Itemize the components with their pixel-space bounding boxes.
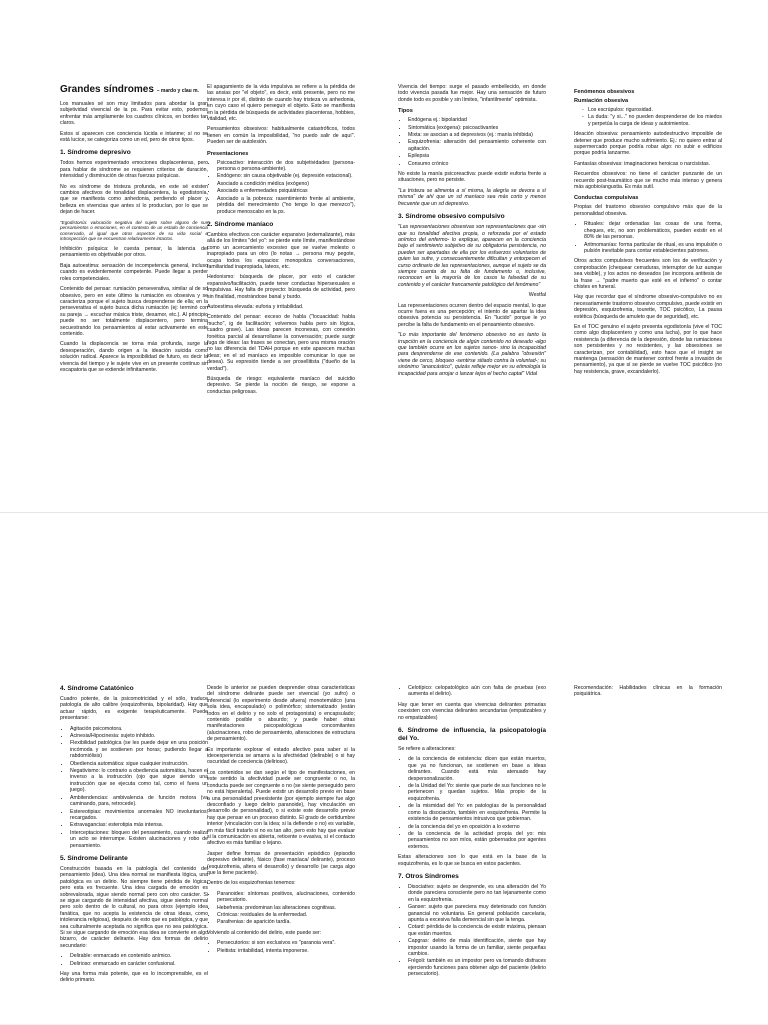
list-item: • Hebefrenia: predominan las alteraciones cognitivas. [217, 905, 355, 911]
list-item: • Persecutorios: si son exclusivos es "paranoia vera". [217, 940, 355, 946]
list-item: • Endógeno: sin causa objetivable (ej. depresión estacional). [217, 173, 355, 179]
list-item: • Ambitendencias: ambivalencia de función motora (va caminando, para, retrocede). [70, 795, 208, 808]
list-item: • Crónicas: residuales de la enfermedad. [217, 912, 355, 918]
paragraph: Ideación obsesiva: pensamiento autodestructivo imposible de detener que produce mucho sufrimiento. Ej.: no quiero entrar al supermercado porque podría robar algo: no subir e edificios porque podría lanzarme. [574, 131, 722, 157]
paragraph: Contenido del pensar: exceso de habla ("locuacidad: habla mucho", ig de facilitación; volvemos habla pero sin lógica, cuadro grave). Las ideas parecen inconexas, con conexión fonética parcial al desarrollarse la conversación; puede surgir fuga de ideas: las frases se conectan, pero una misma oración no las diferencia del TDAH porque en este aparecen muchas ideas; en el sd maníaco es imposible comunicar lo que se desea). Su expresión tiende a ser prosellitista ("dueño de la verdad"). [207, 314, 355, 372]
list-item: • Disociativo: sujeto se desprende, es una alteración del Yo donde pareciera consciente pero no tan lejanamente como en la esquizofrenia. [408, 884, 546, 903]
list-item: • Ganser: sujeto que pareciera muy deteriorado con función ganancial no voluntaria. En general población carcelaria, apunta a excesiva falla demencial sin que la tenga. [408, 904, 546, 923]
column-2 [207, 84, 355, 399]
paragraph: Dentro de los esquizofrenias tenemos: [207, 880, 296, 887]
paragraph: Hay que tener en cuenta que vivencias delirantes primarias coexisten con vivencias delirantes secundarias (empatizables y no empatizables) [398, 701, 546, 721]
list-item: • Frégoli: también es un impostor pero va tomando disfraces ejerciendo funciones para obtener algo del paciente (delirio persecutorio). [408, 958, 546, 977]
paragraph: Las representaciones ocurren dentro del espacio mental, lo que ocurre fuera es una percepción; el intento de apartar la idea obsesiva potencia su persistencia. En "lucido" porque le yo percibe la falta de fundamento en el pensamiento obsesivo. [398, 302, 546, 328]
list-item: • de la conciencia de la actividad propia del yo: mis pensamientos no son míos, están gobernados por agentes externos. [408, 831, 546, 850]
dash-list [574, 107, 722, 127]
bullet-list [207, 160, 355, 215]
paragraph: Cambios efectivos con carácter expansivo (extemalizante), más allá de los límites "del yo": se pierde este límite, manifestándose como un acercamiento excesivo que se vuelve molesto o inapropiado para un otro (lo notas → persona muy pegote, ocupa todos los espacios: monopoliza conversaciones, familiaridad inapropiada, lateos, etc. [207, 231, 355, 270]
paragraph: Todos hemos experimentado emociones displacenteras, pero para hablar de síndrome se requieren criterios de duración, intensidad y disminución de otras fuerzas psíquicas. [60, 160, 208, 180]
bullet-list [60, 953, 208, 967]
list-item: • Obediencia automática: sigue cualquier instrucción. [70, 761, 208, 767]
list-item: • Asociado a condición médica (exógeno) [217, 181, 355, 187]
list-item: • Esquizofrenia: alteración del pensamiento coherente con agitación. [408, 139, 546, 152]
list-item: • Flexibilidad patológica (se les puede dejar en una posición incómoda y se sostienen por horas; pudiendo llegar a rabdomiólisis) [70, 740, 208, 759]
subsection-heading: Presentaciones [207, 150, 249, 157]
paragraph: Jasper define formas de presentación episódico (episodio depresivo delirante), fásico (fase maníaca/ delirante), proceso (esquizofrenia, altera el desarrollo) y desarrollo (se carga algo que la tiene paciente). [207, 850, 355, 876]
list-item: • Acinesia/Hipocinesia: sujeto inhibido. [70, 733, 208, 739]
list-item: • Asociado a enfermedades psiquiátricas [217, 188, 355, 194]
list-item: • Mixta: se asocian a sd depresivos (ej.: manía inhibida) [408, 132, 546, 138]
list-item: • Delirable: enmarcado en contenido anímico. [70, 953, 208, 959]
list-item: • Delirioso: enmarcado en carácter confusional. [70, 961, 208, 967]
bullet-list [60, 726, 208, 849]
list-item: • Pleitista: irritabilidad, intenta imponerse. [217, 948, 355, 954]
list-item: • Capgras: delirio de mala identificación, siente que hay impostor usando la forma de un familiar, siente pequeñas cambios. [408, 938, 546, 957]
list-item: • Parafrenias: de aparición tardía. [217, 919, 355, 925]
quote: "Las representaciones obsesivas son representaciones que -sin que su tonalidad afectiva propia, o reforzada por el estado anímico del enfermo- lo explique, aparecen en la conciencia bajo el sentimiento subjetivo de su obligatoria persistencia, no pueden ser apartadas de ella por los esfuerzos voluntarios de quien las sufre, y consecuentemente dificultan y entorpecen el curso ordinario de las representaciones, aunque el sujeto se da siempre cuenta de su falta de fundamento o, inclusive, reconocen en la mayoría de los casos la falsedad de su contenido y el carácter francamente patológico del fenómeno" [398, 224, 546, 288]
paragraph: Autoestima elevada: euforia y irritabilidad. [207, 303, 304, 310]
column-3 [398, 84, 546, 381]
paragraph: Construcción basada en la patología del contenido del pensamiento (idea). Una idea normal se manifiesta lógica, una patológica es un delirio. No siempre tiene pérdida de lógica, pero esta es frecuente. Una idea cargada de emoción es sobrevalorada, sigue siendo normal pero con otro carácter. Si se sigue cargando de intensidad afectiva, sigue siendo normal pero solo dentro de lo cultural, no para otros (ejemplo idea fanática, que no acepta la existencia de otras ideas, como intolerancia religiosa), después de esto que es patológica, y que sea culturalmente aceptada no significa que no sea patológica. Si se sigue cargando de emoción esa idea se convierte en algo bizarro, de carácter delirante. Hay dos formas de delirio secundario: [60, 865, 208, 949]
quote: "Lo más importante del fenómeno obsesivo no es tanto la irrupción en la conciencia de algún contenido no deseado -algo que también ocurre en los sujetos sanos- sino la incapacidad para desprenderse de ese contenido. (La palabra "obsesión" viene de cerco, bloqueo -sentirse sitiado contra la voluntad-; su sinónimo "anancástico", quizás refleje mejor en su etimología la incapacidad para arrojar o lanzar lejos el hecho captal" Vidal [398, 332, 546, 377]
section-heading: 4. Síndrome Catatónico [60, 685, 134, 692]
section-heading: 2. Síndrome maníaco [207, 220, 274, 228]
paragraph: Fantasías obsesivas: imaginaciones heroicas o narcisistas. [574, 160, 711, 167]
column-4 [574, 84, 722, 379]
paragraph: Los contenidos se dan según el tipo de manifestaciones, en este sentido la afectividad puede ser congruente o no, la conducta puede ser congruente o no (se siente perseguido pero no está hiperalerta). Puede existir un desarrollo previo en base a una personalidad preexistente (por ejemplo siempre fue algo desconfiado y luego delirio paranoide), hay vinculación en desarrollo de personalidad), o si existe este desarrollo previo hay que pensar en un proceso distinto. El grado de certidumbre interior (vinculación con la idea; si la defiende o no) es variable, en más fácil tratarlo si no es tan alto, pero esto hay que evaluar si la comunicación es abierta, reticente o evasiva, sí el contacto afectivo es más familiar o lejano. [207, 769, 355, 847]
list-item: • Agitación psicomotora. [70, 726, 208, 732]
bullet-list [398, 756, 546, 850]
list-item: • Asociado a la pobreza: rasentimiento frente al ambiente, pérdida del merecimiento ("no tengo lo que merezco"), produce menoscabo en la ps. [217, 196, 355, 215]
column-1 [60, 685, 208, 988]
paragraph: Desde lo anterior se pueden desprender otras características del síndrome delirante puede ser vivencial (yo sufro) o inferencial (lo experimento desde afuera) monotemático (una sola idea, encapsulado) o polimórfico; sistematizado (están todos en el delirio y no solo el protagonista) o encapsulado; contenido posible o absurdo; y puede haber otras manifestaciones psicopatológicas concomitantes (alucinaciones, robo de pensamiento, alteraciones de estructura de pensamiento). [207, 685, 355, 743]
column-3 [398, 685, 546, 982]
paragraph: Hay que recordar que el síndrome obsesivo-compulsivo no es necesariamente trastorno obsesivo compulsivo, puede existir en depresión, esquizofrenia, tourette, TOC psicótico, La pausa estética (búsqueda de amuleto que de seguridad), etc. [574, 294, 722, 320]
list-item: • Sintomática (exógena): psicoactivantes [408, 125, 546, 131]
paragraph: Estos sí aparecen con conciencia lúcida e intanme; sí no se está lucice, se categoriza como un ed, pero de otros tipos. [60, 130, 208, 144]
paragraph: Inhibición psíquica: le cuesta pensar, la latencia del pensamiento es objetivable por otros. [60, 246, 208, 259]
subsection-heading: Tipos [398, 108, 413, 115]
paragraph: No existe la manía psicoreactiva: puede existir euforia frente a situaciones, pero no persiste. [398, 171, 546, 184]
paragraph: Contenido del pensar: rumiación perseverativa, similar al de sd obsesivo, pero en este último la rumiación es obsesiva y se caracteriza porque el sujeto busca desprenderse de ella; en la perseverativa el sujeto busca dicha rumiación (ej: terminó con su pareja → escuchar música triste, desamor, etc.). Al principio puede no ser totalmente displacentero, pero termina secuestrando los pensamientos al estar activamente en este contenido. [60, 286, 208, 337]
bullet-list [207, 891, 355, 926]
paragraph: Otros actos compulsivos frecuentes son los de verificación y comprobación (chequear cerraduras, interruptor de luz aunque sea visible), y los actos no deseados (se incorpora antitesis de la frase → "padre muerto que esté en el infierno" o contar chistes en funeral. [574, 258, 722, 290]
section-heading: 3. Síndrome obsesivo compulsivo [398, 213, 505, 221]
paragraph: Estas alteraciones son lo que está en la base de la esquizofrenia, es lo que se busca en estos pacientes. [398, 854, 546, 867]
bullet-list [207, 940, 355, 954]
list-item: • de la Unidad del Yo: siente que parte de sus funciones no le pertenecen y quedan sujetos. Más propio de la esquizofrenia. [408, 783, 546, 802]
list-item: • Epilepsia [408, 153, 546, 159]
list-item: • Psicoactivo: interacción de dos subjetividades (persona-persona o persona-ambiente). [217, 160, 355, 173]
section-heading: 1. Síndrome depresivo [60, 149, 131, 157]
paragraph: Hay una forma más potente, que es lo incomprensible, es el delirio primario. [60, 971, 208, 984]
document-title: Grandes síndromes – mardo y clau m. [60, 84, 199, 95]
column-2 [207, 685, 355, 958]
document-panel-1 [0, 0, 768, 512]
list-item: • de la conciencia de existencia: dicen que están muertos, que ya no funcionan, se sostienen en base a ideas delirantes. Cuando está más atenuado hay despersonalización. [408, 756, 546, 782]
footnote: "Egodistonía: valoración negativa del sujeto sobre alguno de sus pensamientos o emociones, en el contexto de un estado de conciencia conservado, al igual que otros aspectos de su vida social e introspección que se encuentran relativamente intactos. [60, 219, 208, 242]
paragraph: El apagamiento de la vida impulsiva se refiere a la pérdida de las ansias por "el objeto", es decir, está presente, pero no me interesa ir por él, distinto de cuando hay tristeza vs anhedonia, en cuyo caso el quiero perseguir el objeto. Esto se manifiesta en la pérdida de búsqueda de actividades placenteras, hobbies, vitalidad, etc. [207, 84, 355, 123]
list-item: • Celotípico: celopatológico aún con falta de pruebas (exo aumenta el delirio). [408, 685, 546, 698]
section-heading: 6. Síndrome de influencia, la psicopatología del Yo. [398, 727, 546, 743]
paragraph: Pensamientos obsesivos: habitualmente catastróficos, todos tienen en común la imposibilidad, "no puedo salir de aquí". Pueden ser de autolesión. [207, 126, 355, 146]
column-1 [60, 84, 208, 377]
bullet-list [398, 884, 546, 978]
section-heading: 5. Síndrome Delirante [60, 854, 128, 862]
document-panel-2 [0, 512, 768, 1025]
list-item: • Endógena ej.: bipolaridad [408, 117, 546, 123]
paragraph: Es importante explorar el estado afectivo para saber si la ideoexperiencia se amarra a la afectividad (delirable) o si hay oscuridad de conciencia (delirioso). [207, 746, 355, 766]
paragraph: Recuerdos obsesivos: no tiene el carácter punzante de un recuerdo post-traumático que se mucho más intenso y genera más agobio/angustia. Es más sutil. [574, 171, 722, 191]
list-item: • Estereotipias: movimientos anormales NO involuntarios, recargados. [70, 809, 208, 822]
paragraph: Los manuales sé son muy limitados para abordar la gran subjetividad vivencial de la ps. Para evitar esto, podemos enfrentar más ampliamente los cuadros clínicos, en bordes tan claros. [60, 101, 208, 127]
paragraph: En el TOC genuino el sujeto presenta egodistonía (vive el TOC como algo displacentero y como una lucha), por lo que hace resistencia (a diferencia de la depresión, donde las rumiaciones son persistentes y no resistentes, y las obsesiones se caracterizan, por contabilidad), esto hace que el insight se mantenga (sensación de mantener control frente a invasión de pensamiento), ya que sí se pierde se vuelve TOC psicótico (no hay resistencia, grave, excandalerlo). [574, 323, 722, 375]
paragraph: No es síndrome de tristeza profunda, en este sé existen cambios afectivos de tonalidad displacentera, la egodistonía, que se manifiesta como anhedonia, perdiendo el placer y belleza en vivencias que antes sí lo producían, por lo que se dejan de hacer. [60, 183, 208, 216]
list-item: • Negativismo: lo contrario a obediencia automática, hacen el inverso a la instrucción (ojo que sigue siendo una instrucción que se ejecuta como tal, como el fuera un juego). [70, 768, 208, 794]
list-item: • de la mismidad del Yo: en patologías de la personalidad como la disociación, también en esquizofrenia. Permite la existencia de pensamientos intrusivos que gobiernan. [408, 803, 546, 822]
paragraph: Cuando la displacencia se torna más profunda, surge la desesperación, dando origen a la ideación suicida como solución radical. Aparece la imposibilidad de futuro, es decir la vivencia del tiempo y le sujete vive en un presente continuo sin escapatoria que se extiende infinitamente. [60, 341, 208, 373]
paragraph: Recomendación: Habilidades clínicas en la formación psiquiátrica. [574, 685, 722, 698]
list-item: • Extravagancias: esterotipia más intensa. [70, 822, 208, 828]
list-item: • Aritmomanías: forma particular de ritual, es una impulsión o pulsión inevitable para contar establecientes patrones. [584, 242, 722, 255]
paragraph: Propias del trastorno obsesivo compulsivo más que de la personalidad obsesiva. [574, 204, 722, 217]
list-item: • Consumo crónico [408, 161, 546, 167]
list-item: - La duda: "y si..." no pueden desprenderse de los miedos y perpetúa la carga de ideas y autoimientos. [588, 114, 722, 127]
list-item: • Cotard: pérdida de la conciencia de existir máxima, piensan que están muertos. [408, 924, 546, 937]
subsection-heading: Rumiación obsesiva [574, 98, 629, 104]
quote: "La tristeza se alimenta a sí misma, la alegría se devora a sí misma" de ahí que un sd maníaco sea más corto y menos frecuente que un sd depresivo. [398, 187, 546, 207]
paragraph: Vivencia del tiempo: surge el pasado embellecido, en donde todo vivencia pasada fue mejor. Hay una sensación de futuro donde todo es posible y sin límites, "infantilmente" optimista. [398, 84, 546, 103]
bullet-list [574, 221, 722, 254]
list-item: • de la conciencia del yo en oposición a lo externo [408, 824, 546, 830]
subsection-heading: Conductas compulsivas [574, 195, 639, 202]
subsection-heading: Fenómenos obsesivos [574, 89, 635, 95]
quote-author: Westfal [528, 292, 546, 299]
paragraph: Baja autoestima: sensación de incompetencia general, incluso cuando es evidentemente competente. Puede llegar a perder roles competenciales. [60, 262, 208, 282]
paragraph: Búsqueda de riesgo: equivalente maníaco del suicidio depresivo. Se pierde la noción de riesgo, se expone a conductas peligrosas. [207, 376, 355, 395]
list-item: • Rituales: dejar ordenadas las cosas de una forma, cheques, etc, no son problemáticos, pueden existir en el 80% de las personas. [584, 221, 722, 240]
bullet-list [398, 685, 546, 698]
column-4 [574, 685, 722, 702]
title-authors: – mardo y clau m. [156, 88, 199, 94]
bullet-list [398, 117, 546, 167]
list-item: - Los escrúpulos: rigurosidad. [588, 107, 722, 113]
paragraph: Cuadro potente, de la psicomotricidad y el sólo, traduce patología de alto calibre (esquizofrenia, bipolaridad). Hay que actuar rápido, es exigente terapéuticamente. Puede presentarse: [60, 696, 208, 722]
section-heading: 7. Otros Síndromes [398, 872, 459, 880]
paragraph: Volviendo al contenido del delirio, este puede ser: [207, 929, 322, 936]
list-item: • Interceptaciones: bloqueo del pensamiento, cuando realiza un acto se interrumpe. Existen alucinaciones y robo de pensamiento. [70, 830, 208, 849]
paragraph: Se refiere a alteraciones: [398, 746, 456, 753]
paragraph: Hedonismo: búsqueda de placer, por esto el carácter expansivo/facilitación, puede tener conductas hipersexuales e impulsivas. Hay falta de proyecto: búsqueda de actividad, pero sin finalidad, mostrándose banal y burdo. [207, 274, 355, 300]
list-item: • Paranoides: síntomas positivos, alucinaciones, contenido persecutorio. [217, 891, 355, 904]
